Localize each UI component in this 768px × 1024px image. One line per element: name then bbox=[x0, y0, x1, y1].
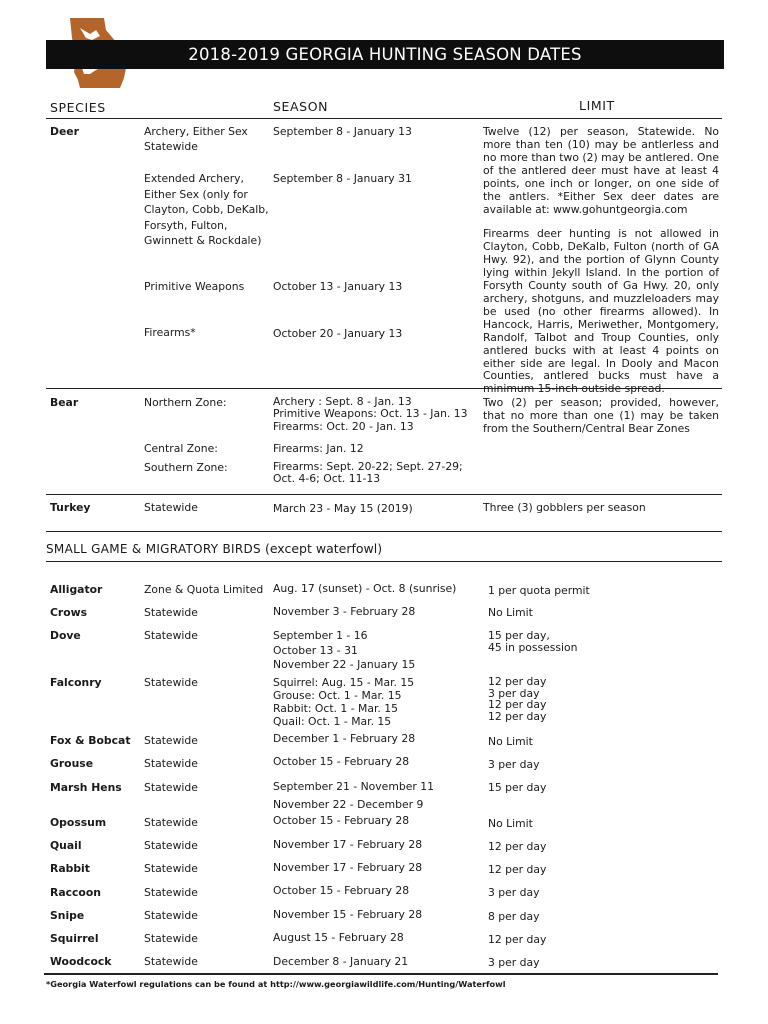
bear-central-season: Firearms: Jan. 12 bbox=[273, 442, 364, 455]
marsh-hens-season bbox=[273, 778, 434, 814]
quail-season: November 17 - February 28 bbox=[273, 838, 423, 851]
season-line: Grouse: Oct. 1 - Mar. 15 bbox=[273, 689, 402, 702]
species-snipe: Snipe bbox=[50, 909, 85, 922]
limit-line: 3 per day bbox=[488, 686, 540, 700]
snipe-season: November 15 - February 28 bbox=[273, 908, 423, 921]
raccoon-limit: 3 per day bbox=[488, 886, 540, 899]
deer-firearms-season: October 20 - January 13 bbox=[273, 327, 403, 340]
squirrel-season: August 15 - February 28 bbox=[273, 931, 404, 944]
season-line: Firearms: Oct. 20 - Jan. 13 bbox=[273, 419, 414, 433]
deer-limit-firearms-restrictions: Firearms deer hunting is not allowed in Clayton, Cobb, DeKalb, Fulton (north of GA Hwy. 92), and the portion of Glynn County lying within Jekyll Island. In the portion of Forsyth County south of Ga Hwy. 20, only archery, shotguns, and muzzleloaders may be used (no other firearms allowed). In Hancock, Harris, Meriwether, Montgomery, Randolf, Talbot and Troup Counties, only antlered bucks with at least 4 points on either side are legal. In Dooly and Macon Counties, antlered bucks must have a minimum 15-inch outside spread. bbox=[483, 227, 719, 396]
method-line: Statewide bbox=[144, 140, 198, 154]
small-game-heading-note: (except waterfowl) bbox=[260, 541, 383, 556]
bear-central-zone: Central Zone: bbox=[144, 442, 218, 455]
species-marsh-hens: Marsh Hens bbox=[50, 781, 122, 794]
dove-area: Statewide bbox=[144, 629, 198, 642]
species-fox-bobcat: Fox & Bobcat bbox=[50, 734, 131, 747]
species-opossum: Opossum bbox=[50, 816, 107, 829]
deer-firearms-method: Firearms* bbox=[144, 326, 196, 339]
dove-season bbox=[273, 629, 415, 673]
fox-bobcat-season: December 1 - February 28 bbox=[273, 732, 416, 745]
species-dove: Dove bbox=[50, 629, 81, 642]
species-raccoon: Raccoon bbox=[50, 886, 101, 899]
turkey-season: March 23 - May 15 (2019) bbox=[273, 502, 413, 515]
alligator-season: Aug. 17 (sunset) - Oct. 8 (sunrise) bbox=[273, 582, 457, 595]
limit-column-header: LIMIT bbox=[579, 98, 615, 113]
turkey-divider bbox=[46, 531, 722, 532]
quail-area: Statewide bbox=[144, 839, 198, 852]
falconry-limit bbox=[488, 676, 546, 723]
season-line: September 1 - 16 bbox=[273, 629, 368, 642]
marsh-hens-limit: 15 per day bbox=[488, 781, 547, 794]
season-column-header: SEASON bbox=[273, 99, 329, 114]
season-line: October 13 - 31 bbox=[273, 643, 358, 657]
method-line: Gwinnett & Rockdale) bbox=[144, 234, 262, 247]
species-quail: Quail bbox=[50, 839, 82, 852]
season-line: September 21 - November 11 bbox=[273, 780, 434, 793]
limit-line: 12 per day bbox=[488, 675, 547, 688]
falconry-season bbox=[273, 676, 414, 728]
waterfowl-footnote: *Georgia Waterfowl regulations can be found at http://www.georgiawildlife.com/Hunting/Waterfowl bbox=[46, 979, 506, 989]
species-alligator: Alligator bbox=[50, 583, 103, 596]
method-line: Forsyth, Fulton, bbox=[144, 218, 228, 232]
limit-line: 12 per day bbox=[488, 698, 547, 712]
grouse-area: Statewide bbox=[144, 757, 198, 770]
deer-archery-method bbox=[144, 125, 248, 154]
fox-bobcat-limit: No Limit bbox=[488, 735, 533, 748]
season-line: Quail: Oct. 1 - Mar. 15 bbox=[273, 715, 392, 728]
raccoon-area: Statewide bbox=[144, 886, 198, 899]
woodcock-area: Statewide bbox=[144, 955, 198, 968]
season-line: Archery : Sept. 8 - Jan. 13 bbox=[273, 395, 412, 408]
season-line: Rabbit: Oct. 1 - Mar. 15 bbox=[273, 702, 399, 715]
deer-limit-bag: Twelve (12) per season, Statewide. No more than ten (10) may be antlerless and no more than two (2) may be antlered. One of the antlered deer must have at least 4 points, one inch or longer, on one side of the antlers. *Either Sex deer dates are available at: www.gohuntgeorgia.com bbox=[483, 125, 719, 216]
species-rabbit: Rabbit bbox=[50, 862, 90, 875]
limit-line: 15 per day, bbox=[488, 629, 550, 642]
table-bottom-rule bbox=[44, 973, 718, 975]
season-line: November 22 - January 15 bbox=[273, 658, 416, 671]
turkey-limit: Three (3) gobblers per season bbox=[483, 501, 646, 514]
deer-primitive-season: October 13 - January 13 bbox=[273, 280, 403, 293]
page-title: 2018-2019 GEORGIA HUNTING SEASON DATES bbox=[46, 40, 724, 69]
grouse-season: October 15 - February 28 bbox=[273, 755, 410, 768]
deer-extended-archery-season: September 8 - January 31 bbox=[273, 172, 412, 185]
grouse-limit: 3 per day bbox=[488, 758, 540, 771]
deer-extended-archery-method bbox=[144, 171, 269, 249]
dove-limit bbox=[488, 630, 578, 654]
species-squirrel: Squirrel bbox=[50, 932, 99, 945]
bear-southern-season bbox=[273, 461, 463, 486]
bear-northern-season bbox=[273, 396, 468, 433]
species-falconry: Falconry bbox=[50, 676, 102, 689]
rabbit-area: Statewide bbox=[144, 862, 198, 875]
turkey-area: Statewide bbox=[144, 501, 198, 514]
bear-northern-zone: Northern Zone: bbox=[144, 396, 227, 409]
woodcock-season: December 8 - January 21 bbox=[273, 955, 409, 968]
limit-line: 12 per day bbox=[488, 710, 547, 724]
species-bear: Bear bbox=[50, 396, 79, 409]
opossum-area: Statewide bbox=[144, 816, 198, 829]
squirrel-area: Statewide bbox=[144, 932, 198, 945]
method-line: Either Sex (only for bbox=[144, 187, 248, 201]
woodcock-limit: 3 per day bbox=[488, 956, 540, 969]
season-line: November 22 - December 9 bbox=[273, 798, 424, 811]
limit-line: 45 in possession bbox=[488, 641, 578, 654]
season-line: Oct. 4-6; Oct. 11-13 bbox=[273, 472, 381, 486]
alligator-area: Zone & Quota Limited bbox=[144, 583, 264, 596]
fox-bobcat-area: Statewide bbox=[144, 734, 198, 747]
small-game-heading-main: SMALL GAME & MIGRATORY BIRDS bbox=[46, 542, 261, 556]
species-woodcock: Woodcock bbox=[50, 955, 112, 968]
raccoon-season: October 15 - February 28 bbox=[273, 884, 410, 897]
rabbit-season: November 17 - February 28 bbox=[273, 861, 423, 874]
falconry-area: Statewide bbox=[144, 676, 198, 689]
opossum-limit: No Limit bbox=[488, 817, 533, 830]
small-game-heading bbox=[46, 541, 382, 556]
crows-season: November 3 - February 28 bbox=[273, 605, 416, 618]
bear-limit: Two (2) per season; provided, however, that no more than one (1) may be taken from the Southern/Central Bear Zones bbox=[483, 396, 719, 435]
method-line: Archery, Either Sex bbox=[144, 125, 248, 138]
header-divider bbox=[46, 118, 722, 119]
season-line: Primitive Weapons: Oct. 13 - Jan. 13 bbox=[273, 407, 468, 421]
deer-archery-season: September 8 - January 13 bbox=[273, 125, 412, 138]
opossum-season: October 15 - February 28 bbox=[273, 814, 410, 827]
species-crows: Crows bbox=[50, 606, 88, 619]
rabbit-limit: 12 per day bbox=[488, 863, 547, 876]
species-turkey: Turkey bbox=[50, 501, 91, 514]
crows-limit: No Limit bbox=[488, 606, 533, 619]
bear-southern-zone: Southern Zone: bbox=[144, 461, 228, 474]
small-game-divider bbox=[46, 561, 722, 562]
snipe-limit: 8 per day bbox=[488, 910, 540, 923]
method-line: Clayton, Cobb, DeKalb, bbox=[144, 203, 269, 216]
alligator-limit: 1 per quota permit bbox=[488, 584, 590, 597]
season-line: Firearms: Sept. 20-22; Sept. 27-29; bbox=[273, 460, 463, 473]
method-line: Extended Archery, bbox=[144, 172, 244, 185]
deer-divider bbox=[46, 388, 722, 389]
species-grouse: Grouse bbox=[50, 757, 94, 770]
bear-divider bbox=[46, 494, 722, 495]
species-column-header: SPECIES bbox=[50, 100, 106, 115]
marsh-hens-area: Statewide bbox=[144, 781, 198, 794]
snipe-area: Statewide bbox=[144, 909, 198, 922]
species-deer: Deer bbox=[50, 125, 79, 138]
quail-limit: 12 per day bbox=[488, 840, 547, 853]
squirrel-limit: 12 per day bbox=[488, 933, 547, 946]
crows-area: Statewide bbox=[144, 606, 198, 619]
season-line: Squirrel: Aug. 15 - Mar. 15 bbox=[273, 676, 415, 689]
deer-primitive-method: Primitive Weapons bbox=[144, 280, 245, 293]
